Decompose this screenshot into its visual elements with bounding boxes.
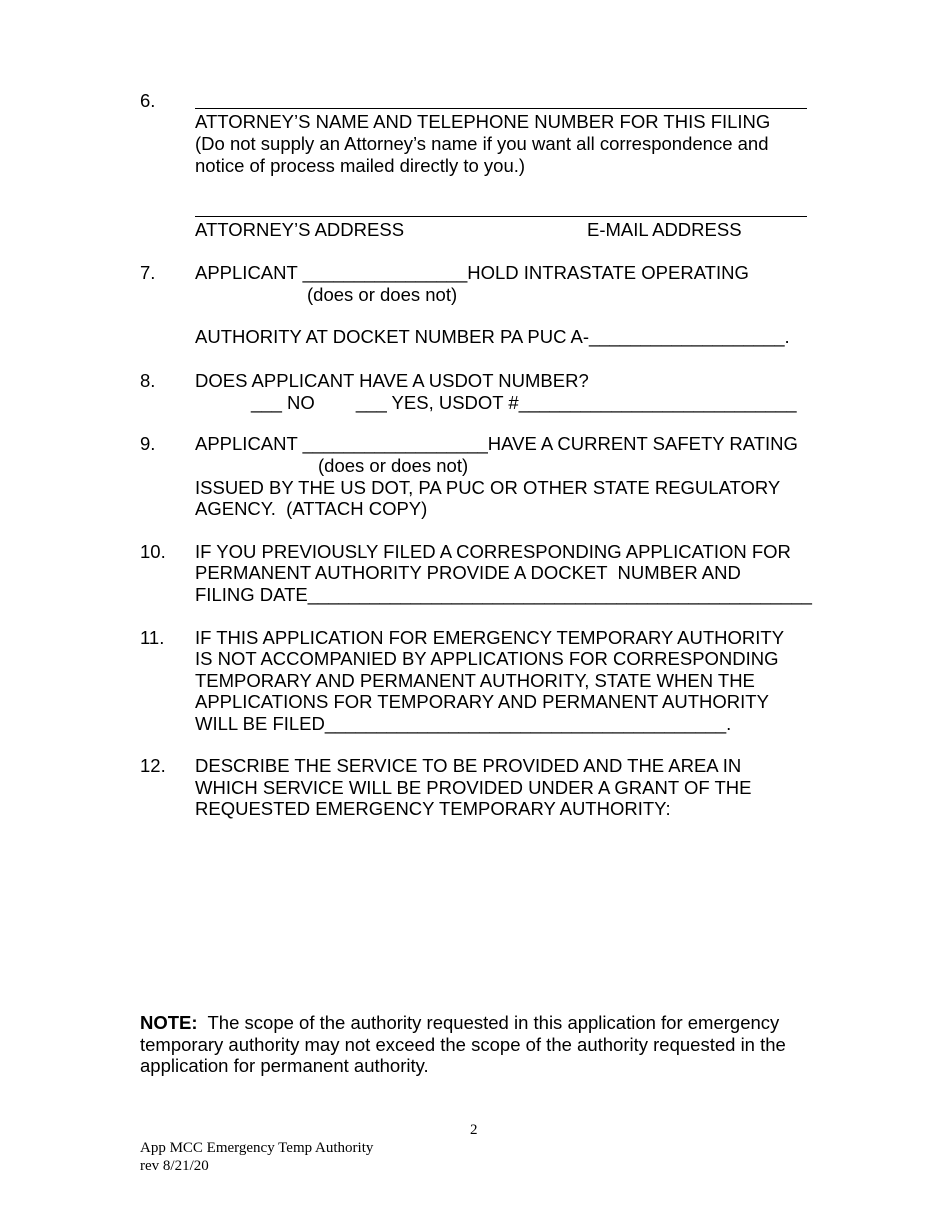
item-7-does-or-does-not: (does or does not) [307,284,458,305]
item-11-line3: TEMPORARY AND PERMANENT AUTHORITY, STATE WHEN THE [195,670,755,691]
item-7-number: 7. [140,262,156,283]
page-number: 2 [470,1122,478,1138]
attorney-address-label: ATTORNEY’S ADDRESS [195,219,405,240]
note-line1 [140,1012,779,1034]
note-line3: application for permanent authority. [140,1055,429,1076]
item-11-line4: APPLICATIONS FOR TEMPORARY AND PERMANENT AUTHORITY [195,691,769,712]
item-11-line2: IS NOT ACCOMPANIED BY APPLICATIONS FOR CORRESPONDING [195,648,779,669]
item-7-line1: APPLICANT ________________HOLD INTRASTATE OPERATING [195,262,749,283]
item-8-question: DOES APPLICANT HAVE A USDOT NUMBER? [195,370,589,391]
item-11-line5[interactable]: WILL BE FILED_______________________________________. [195,713,732,734]
email-address-label: E-MAIL ADDRESS [587,219,742,240]
attorney-note-line1: (Do not supply an Attorney’s name if you want all correspondence and [195,133,769,154]
item-10-line2: PERMANENT AUTHORITY PROVIDE A DOCKET NUMBER AND [195,562,741,583]
attorney-note-line2: notice of process mailed directly to you.) [195,155,526,176]
item-8-number: 8. [140,370,156,391]
attorney-address-blank[interactable] [195,216,807,217]
note-text-line1: The scope of the authority requested in this application for emergency [197,1012,780,1033]
item-11-number: 11. [140,627,165,648]
item-7-line2: AUTHORITY AT DOCKET NUMBER PA PUC A-___________________. [195,326,790,347]
item-9-line3: AGENCY. (ATTACH COPY) [195,498,428,519]
attorney-name-blank[interactable] [195,108,807,109]
item-12-number: 12. [140,755,166,776]
note-label: NOTE: [140,1012,198,1033]
item-12-line3: REQUESTED EMERGENCY TEMPORARY AUTHORITY: [195,798,671,819]
item-12-line1: DESCRIBE THE SERVICE TO BE PROVIDED AND THE AREA IN [195,755,742,776]
item-9-number: 9. [140,433,156,454]
attorney-name-label: ATTORNEY’S NAME AND TELEPHONE NUMBER FOR THIS FILING [195,111,771,132]
item-10-number: 10. [140,541,166,562]
item-8-options[interactable]: ___ NO ___ YES, USDOT #___________________________ [251,392,797,413]
footer-revision: rev 8/21/20 [140,1158,209,1174]
item-11-line1: IF THIS APPLICATION FOR EMERGENCY TEMPORARY AUTHORITY [195,627,785,648]
item-6-number: 6. [140,90,156,111]
item-9-line1: APPLICANT __________________HAVE A CURRENT SAFETY RATING [195,433,798,454]
item-10-line3[interactable]: FILING DATE_________________________________________________ [195,584,812,605]
item-9-does-or-does-not: (does or does not) [318,455,469,476]
footer-form-name: App MCC Emergency Temp Authority [140,1140,374,1156]
item-10-line1: IF YOU PREVIOUSLY FILED A CORRESPONDING APPLICATION FOR [195,541,791,562]
note-line2: temporary authority may not exceed the scope of the authority requested in the [140,1034,786,1055]
item-9-line2: ISSUED BY THE US DOT, PA PUC OR OTHER STATE REGULATORY [195,477,781,498]
item-12-line2: WHICH SERVICE WILL BE PROVIDED UNDER A GRANT OF THE [195,777,752,798]
